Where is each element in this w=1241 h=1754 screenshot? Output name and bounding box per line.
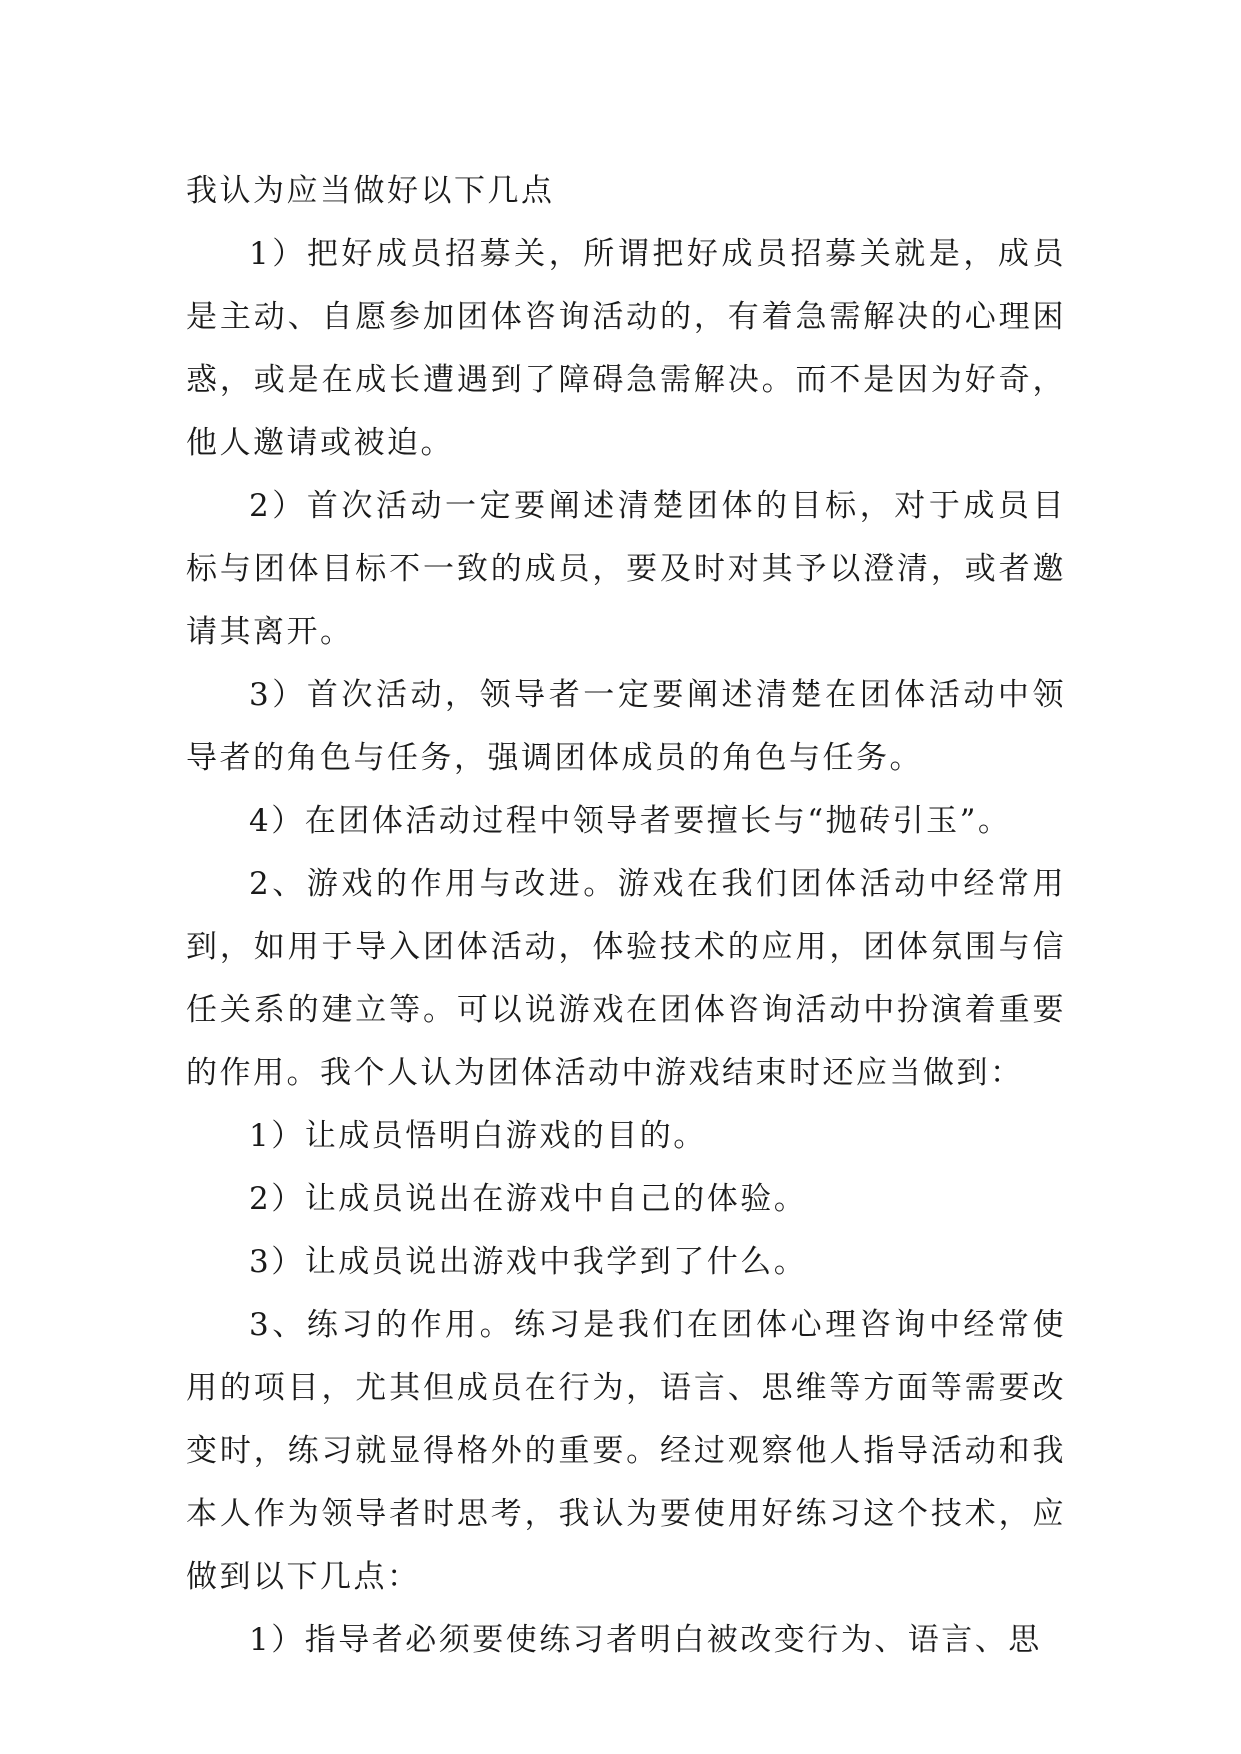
paragraph-section-2-games: 2、游戏的作用与改进。游戏在我们团体活动中经常用到，如用于导入团体活动，体验技术的应用，团体氛围与信任关系的建立等。可以说游戏在团体咨询活动中扮演着重要的作用。我个人认为团体活动中游戏结束时还应当做到： (186, 866, 1066, 1091)
paragraph-game-item-3: 3）让成员说出游戏中我学到了什么。 (249, 1244, 808, 1280)
paragraph-intro: 我认为应当做好以下几点 (186, 173, 555, 209)
paragraph-game-item-2: 2）让成员说出在游戏中自己的体验。 (249, 1181, 808, 1217)
paragraph-practice-item-1: 1）指导者必须要使练习者明白被改变行为、语言、思 (249, 1622, 1042, 1658)
paragraph-section-3-practice: 3、练习的作用。练习是我们在团体心理咨询中经常使用的项目，尤其但成员在行为，语言、思维等方面等需要改变时，练习就显得格外的重要。经过观察他人指导活动和我本人作为领导者时思考，我认为要使用好练习这个技术，应做到以下几点： (186, 1307, 1066, 1595)
paragraph-item-2-group-goal: 2）首次活动一定要阐述清楚团体的目标，对于成员目标与团体目标不一致的成员，要及时对其予以澄清，或者邀请其离开。 (186, 488, 1066, 650)
paragraph-game-item-1: 1）让成员悟明白游戏的目的。 (249, 1118, 707, 1154)
paragraph-item-3-leader-role: 3）首次活动，领导者一定要阐述清楚在团体活动中领导者的角色与任务，强调团体成员的角色与任务。 (186, 677, 1066, 776)
document-body (186, 160, 1066, 1672)
paragraph-item-4-leader-skill: 4）在团体活动过程中领导者要擅长与“抛砖引玉”。 (249, 803, 1012, 839)
paragraph-item-1-recruitment: 1）把好成员招募关，所谓把好成员招募关就是，成员是主动、自愿参加团体咨询活动的，有着急需解决的心理困惑，或是在成长遭遇到了障碍急需解决。而不是因为好奇，他人邀请或被迫。 (186, 236, 1066, 461)
